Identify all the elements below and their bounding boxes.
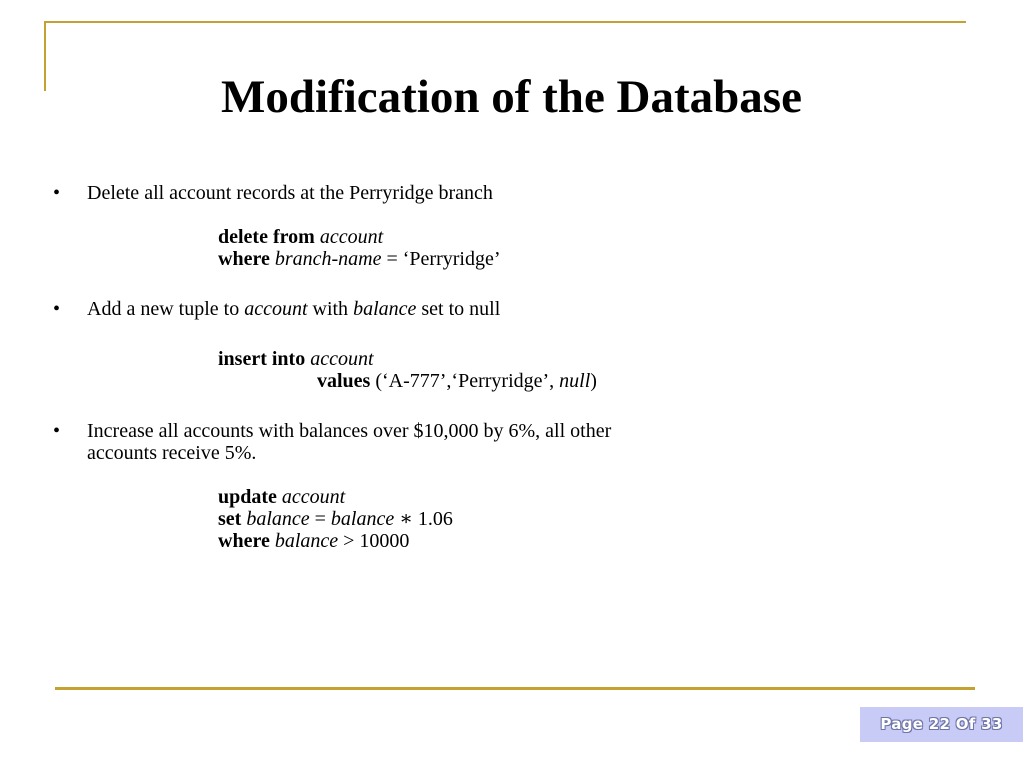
sql-keyword: where xyxy=(218,530,270,552)
bullet-marker: • xyxy=(53,420,61,442)
bullet-2-text xyxy=(87,298,500,320)
sql-relation: account xyxy=(281,486,346,508)
bullet-1-code-line-1 xyxy=(218,226,383,248)
text-segment-italic: balance xyxy=(353,298,417,320)
sql-attribute: branch-name xyxy=(274,248,382,270)
sql-keyword: insert into xyxy=(218,348,306,370)
sql-keyword: values xyxy=(317,370,371,392)
bullet-marker: • xyxy=(53,298,61,320)
sql-keyword: update xyxy=(218,486,277,508)
text-segment: set to null xyxy=(421,298,501,320)
top-decorative-line xyxy=(44,21,966,23)
sql-expression: ) xyxy=(590,370,597,392)
sql-operator: = xyxy=(314,508,326,530)
bullet-1-code-line-2 xyxy=(218,248,501,270)
text-segment-italic: account xyxy=(244,298,308,320)
bullet-2-code-line-2 xyxy=(317,370,597,392)
text-segment: with xyxy=(312,298,349,320)
sql-expression: = ‘Perryridge’ xyxy=(386,248,501,270)
page-title: Modification of the Database xyxy=(221,71,802,123)
bullet-3-code-line-1 xyxy=(218,486,345,508)
text-segment: Add a new tuple to xyxy=(87,298,240,320)
sql-attribute: balance xyxy=(330,508,395,530)
sql-attribute: balance xyxy=(246,508,310,530)
sql-expression: > 10000 xyxy=(343,530,410,552)
bullet-3-code-line-2 xyxy=(218,508,453,530)
sql-keyword: set xyxy=(218,508,242,530)
sql-relation: account xyxy=(310,348,374,370)
bullet-3-text-line-2: accounts receive 5%. xyxy=(87,442,257,464)
page-number-badge: Page 22 Of 33 xyxy=(860,707,1023,742)
sql-keyword: where xyxy=(218,248,270,270)
bullet-3-code-line-3 xyxy=(218,530,409,552)
bottom-decorative-line xyxy=(55,687,975,690)
sql-expression: ∗ 1.06 xyxy=(399,508,453,530)
bullet-3-text-line-1: Increase all accounts with balances over $10,000 by 6%, all other xyxy=(87,420,612,442)
bullet-1-text: Delete all account records at the Perryridge branch xyxy=(87,182,493,204)
sql-relation: account xyxy=(319,226,384,248)
bullet-2-code-line-1 xyxy=(218,348,374,370)
sql-attribute: balance xyxy=(274,530,339,552)
sql-keyword: delete from xyxy=(218,226,315,248)
sql-expression: (‘A-777’,‘Perryridge’, xyxy=(375,370,555,392)
bullet-marker: • xyxy=(53,182,61,204)
sql-null: null xyxy=(559,370,591,392)
